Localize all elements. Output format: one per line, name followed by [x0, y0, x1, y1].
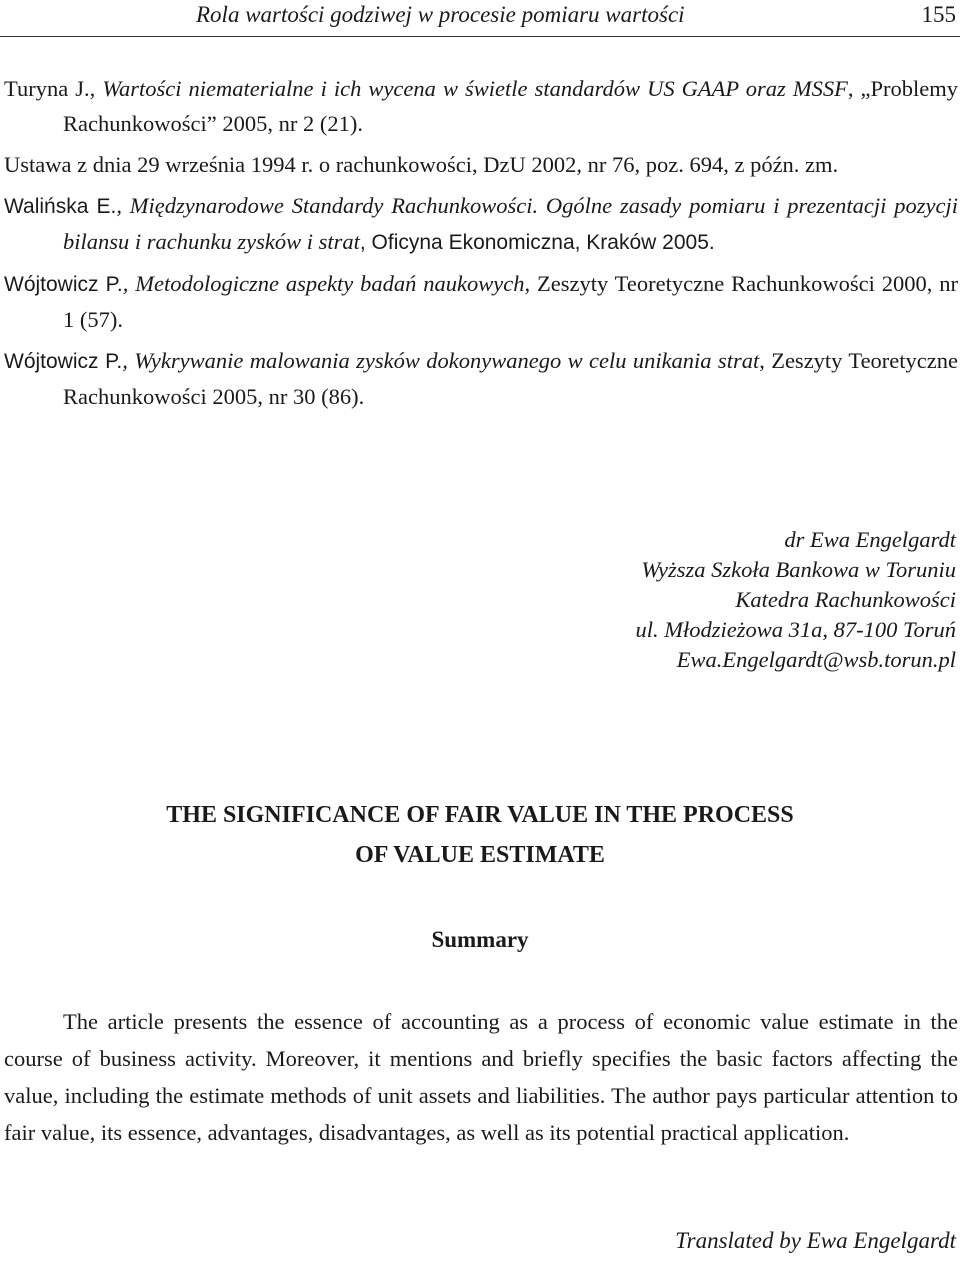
reference-author: Wójtowicz P. — [4, 350, 123, 373]
author-address: ul. Młodzieżowa 31a, 87-100 Toruń — [635, 617, 956, 642]
author-institution: Wyższa Szkoła Bankowa w Toruniu — [641, 557, 956, 582]
author-affiliation — [636, 525, 956, 675]
english-title — [0, 795, 960, 875]
author-email: Ewa.Engelgardt@wsb.torun.pl — [676, 647, 956, 672]
reference-source: , Oficyna Ekonomiczna, Kraków 2005. — [359, 231, 715, 254]
reference-title: , Wykrywanie malowania zysków dokonywanego w celu unikania strat — [122, 348, 760, 373]
reference-source: , Zeszyty Teoretyczne Rachunkowości 2000, nr 1 (57). — [63, 271, 958, 332]
running-header — [0, 0, 960, 37]
reference-text: Ustawa z dnia 29 września 1994 r. o rachunkowości, DzU 2002, nr 76, poz. 694, z późn. zm. — [4, 152, 839, 177]
english-title-line: THE SIGNIFICANCE OF FAIR VALUE IN THE PROCESS — [166, 802, 794, 828]
summary-text: The article presents the essence of accounting as a process of economic value estimate in the course of business activity. Moreover, it mentions and briefly specifies the basic factors affecting the value, including the estimate methods of unit assets and liabilities. The author pays particular attention to fair value, its essence, advantages, disadvantages, as well as its potential practical application. — [4, 1009, 958, 1145]
author-name: dr Ewa Engelgardt — [784, 527, 956, 552]
references-list — [4, 71, 958, 420]
reference-author: Walińska E. — [4, 195, 117, 218]
reference-item — [4, 71, 958, 141]
reference-author: Wójtowicz P. — [4, 273, 123, 296]
reference-item — [4, 266, 958, 337]
english-title-line: OF VALUE ESTIMATE — [355, 842, 605, 868]
reference-title: Wartości niematerialne i ich wycena w świetle standardów US GAAP oraz MSSF — [102, 76, 848, 101]
reference-author: Turyna J., — [4, 76, 103, 101]
reference-title: , Międzynarodowe Standardy Rachunkowości. Ogólne zasady pomiaru i prezentacji pozycji bilansu i rachunku zysków i strat — [63, 193, 958, 254]
reference-source: , „Problemy Rachunkowości” 2005, nr 2 (21). — [63, 76, 958, 136]
reference-item — [4, 188, 958, 260]
translator-credit: Translated by Ewa Engelgardt — [675, 1228, 956, 1253]
running-title: Rola wartości godziwej w procesie pomiaru wartości — [196, 2, 685, 27]
summary-heading: Summary — [431, 927, 529, 952]
reference-item — [4, 147, 958, 182]
reference-item — [4, 343, 958, 414]
reference-title: , Metodologiczne aspekty badań naukowych — [122, 271, 525, 296]
author-department: Katedra Rachunkowości — [735, 587, 956, 612]
page-number: 155 — [921, 2, 956, 27]
reference-source: , Zeszyty Teoretyczne Rachunkowości 2005, nr 30 (86). — [63, 348, 958, 409]
